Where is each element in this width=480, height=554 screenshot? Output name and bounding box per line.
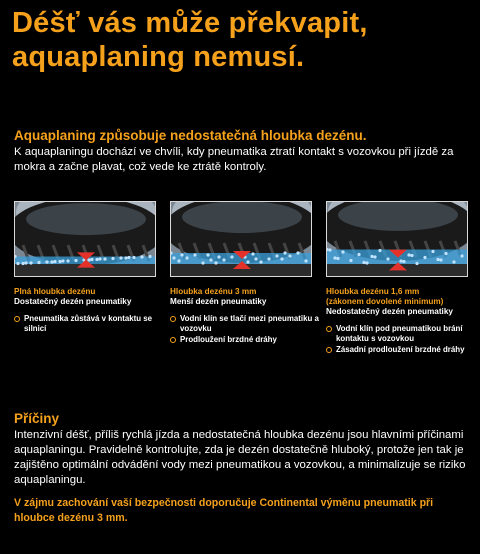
water-droplet <box>328 248 331 251</box>
water-droplet <box>206 253 209 256</box>
water-droplet <box>410 254 413 257</box>
bullet-text: Zásadní prodloužení brzdné dráhy <box>336 345 465 354</box>
water-droplet <box>399 259 402 262</box>
water-droplet <box>288 254 291 257</box>
bullet-list <box>170 314 320 345</box>
water-droplet <box>103 257 106 260</box>
water-droplet <box>296 251 299 254</box>
causes-body: Intenzivní déšť, příliš rychlá jízda a nedostatečná hloubka dezénu jsou hlavními příčinami aquaplaningu. Pravidelně kontrolujte, zda je dezén dostatečně hluboký, protože jen tak je zajištěno optimální odvádění vody mezi pneumatikou a vozovkou, a minimalizuje se riziko aquaplaningu. <box>14 429 466 486</box>
recommendation: V zájmu zachování vaší bezpečnosti doporučuje Continental výměnu pneumatik při hloubce dezénu 3 mm. <box>14 497 434 524</box>
bullet-text: Prodloužení brzdné dráhy <box>180 335 277 344</box>
water-droplet <box>222 258 225 261</box>
water-droplet <box>172 256 175 259</box>
water-droplet <box>185 256 188 259</box>
water-droplet <box>45 260 48 263</box>
water-droplet <box>90 258 93 261</box>
water-droplet <box>66 259 69 262</box>
water-droplet <box>407 253 410 256</box>
water-droplet <box>21 262 24 265</box>
bullet-item <box>170 314 320 334</box>
bullet-text: Vodní klín se tlačí mezi pneumatiku a vozovku <box>180 314 319 333</box>
water-droplet <box>95 258 98 261</box>
water-droplet <box>180 253 183 256</box>
tire-sidewall <box>182 202 302 233</box>
water-droplet <box>254 257 257 260</box>
water-droplet <box>201 261 204 264</box>
tire-illustration <box>15 202 156 277</box>
water-droplet <box>127 256 130 259</box>
water-droplet <box>415 262 418 265</box>
water-droplet <box>431 250 434 253</box>
water-droplet <box>259 260 262 263</box>
water-droplet <box>230 255 233 258</box>
bullet-item <box>14 314 164 334</box>
water-droplet <box>378 249 381 252</box>
water-droplet <box>304 259 307 262</box>
bullet-list <box>326 324 476 355</box>
tire-illustration <box>171 202 312 277</box>
water-droplet <box>214 261 217 264</box>
water-droplet <box>193 253 196 256</box>
tire-image-full-depth <box>14 201 156 277</box>
column-title: Hloubka dezénu 1,6 mm <box>326 287 420 296</box>
column-title-note: (zákonem dovolené minimum) <box>326 297 444 306</box>
column-full-depth <box>14 287 164 335</box>
water-droplet <box>177 259 180 262</box>
water-droplet <box>119 256 122 259</box>
water-droplet <box>140 255 143 258</box>
bullet-list <box>14 314 164 334</box>
water-droplet <box>111 257 114 260</box>
water-droplet <box>402 260 405 263</box>
water-droplet <box>246 260 249 263</box>
tire-illustration <box>327 202 468 277</box>
causes-title: Příčiny <box>14 411 60 426</box>
water-droplet <box>74 259 77 262</box>
bullet-ring-icon <box>170 316 176 322</box>
water-droplet <box>50 260 53 263</box>
section-title: Aquaplaning způsobuje nedostatečná hloubka dezénu. <box>14 128 367 143</box>
water-droplet <box>341 250 344 253</box>
column-title: Plná hloubka dezénu <box>14 287 96 296</box>
water-droplet <box>275 254 278 257</box>
headline <box>12 6 472 74</box>
bullet-item <box>326 324 476 344</box>
column-subtitle: Dostatečný dezén pneumatiky <box>14 297 132 306</box>
water-droplet <box>37 261 40 264</box>
water-droplet <box>386 257 389 260</box>
water-droplet <box>357 253 360 256</box>
water-droplet <box>452 260 455 263</box>
water-droplet <box>61 259 64 262</box>
water-droplet <box>460 254 463 257</box>
water-droplet <box>53 260 56 263</box>
water-droplet <box>124 256 127 259</box>
water-droplet <box>217 255 220 258</box>
water-droplet <box>349 259 352 262</box>
water-droplet <box>365 261 368 264</box>
water-droplet <box>267 257 270 260</box>
bullet-text: Pneumatika zůstává v kontaktu se silnicí <box>24 314 153 333</box>
water-droplet <box>444 252 447 255</box>
water-droplet <box>16 262 19 265</box>
column-3mm <box>170 287 320 346</box>
column-title: Hloubka dezénu 3 mm <box>170 287 257 296</box>
bullet-item <box>170 335 320 345</box>
bullet-text: Vodní klín pod pneumatikou brání kontaktu s vozovkou <box>336 324 463 343</box>
water-droplet <box>370 255 373 258</box>
water-droplet <box>283 251 286 254</box>
tire-sidewall <box>26 203 146 235</box>
water-droplet <box>423 256 426 259</box>
bullet-ring-icon <box>170 337 176 343</box>
tire-image-1-6mm <box>326 201 468 277</box>
water-droplet <box>280 257 283 260</box>
headline-line-2: aquaplaning nemusí. <box>12 41 305 73</box>
water-droplet <box>209 258 212 261</box>
bullet-ring-icon <box>326 347 332 353</box>
water-droplet <box>336 257 339 260</box>
bullet-ring-icon <box>14 316 20 322</box>
water-droplet <box>58 260 61 263</box>
column-subtitle: Menší dezén pneumatiky <box>170 297 267 306</box>
bullet-ring-icon <box>326 326 332 332</box>
water-droplet <box>439 258 442 261</box>
headline-line-1: Déšť vás může překvapit, <box>12 7 368 39</box>
water-droplet <box>436 258 439 261</box>
water-droplet <box>362 261 365 264</box>
bullet-item <box>326 345 476 355</box>
section-intro: K aquaplaningu dochází ve chvíli, kdy pneumatika ztratí kontakt s vozovkou při jízdě za mokra a začne plavat, což vede ke ztrátě kontroly. <box>14 146 454 173</box>
column-1-6mm <box>326 287 476 356</box>
water-droplet <box>24 261 27 264</box>
water-droplet <box>87 258 90 261</box>
water-droplet <box>98 257 101 260</box>
water-droplet <box>333 256 336 259</box>
water-droplet <box>251 252 254 255</box>
tire-image-3mm <box>170 201 312 277</box>
water-droplet <box>132 256 135 259</box>
water-droplet <box>148 255 151 258</box>
column-subtitle: Nedostatečný dezén pneumatiky <box>326 307 453 316</box>
water-droplet <box>29 261 32 264</box>
water-droplet <box>373 255 376 258</box>
